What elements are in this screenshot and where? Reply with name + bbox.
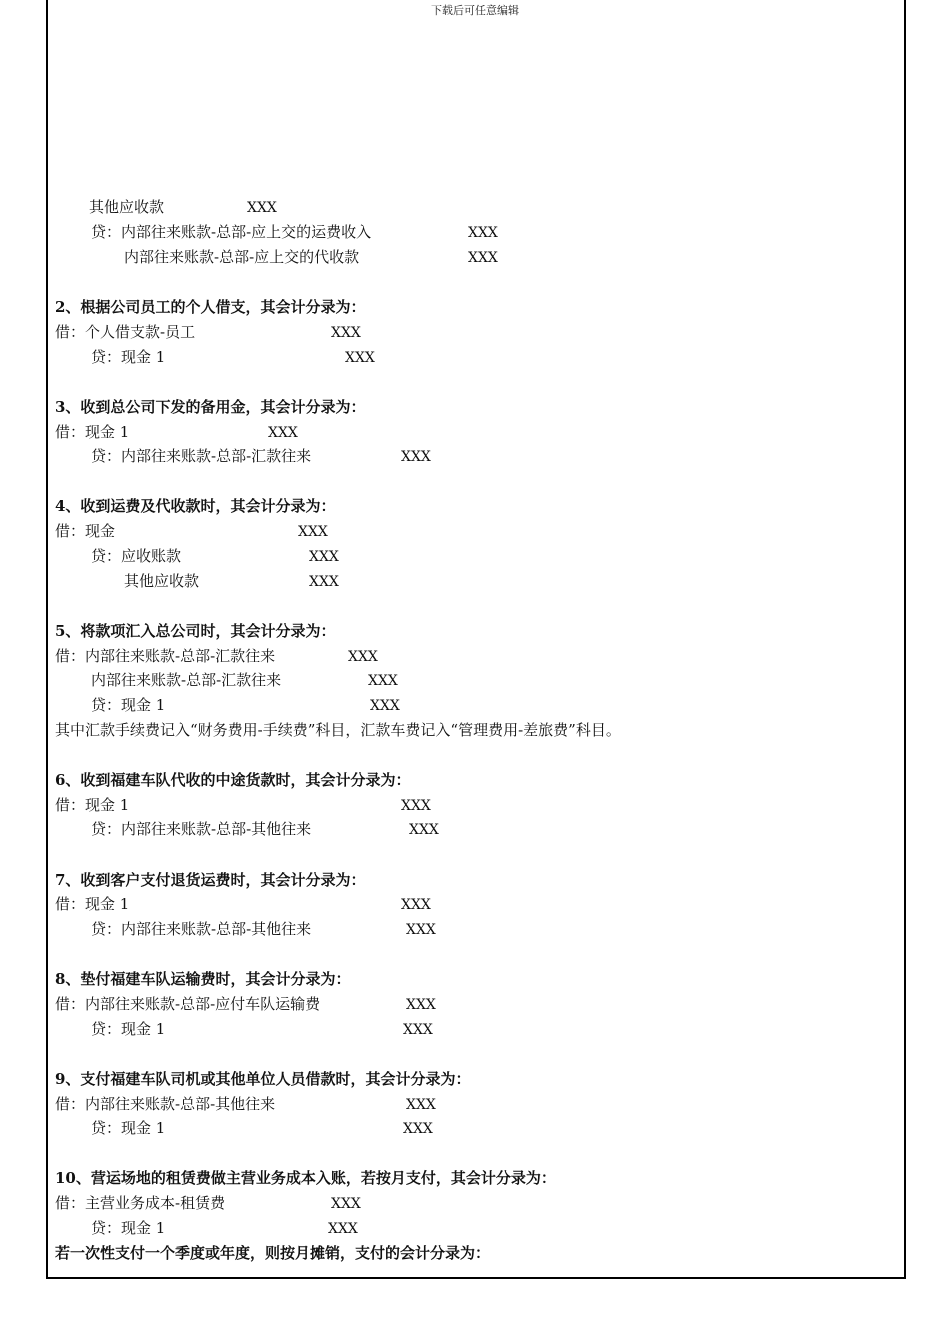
section-title: 8、垫付福建车队运输费时，其会计分录为： [55, 970, 351, 988]
entry-line: 其他应收款 [89, 198, 165, 216]
entry-amount: XXX [403, 1121, 433, 1137]
section-title: 7、收到客户支付退货运费时，其会计分录为： [55, 871, 366, 889]
entry-line: 贷：现金 1 [91, 1219, 166, 1237]
entry-line: 借：主营业务成本-租赁费 [55, 1194, 226, 1212]
entry-line: 贷：内部往来账款-总部-应上交的运费收入 [91, 223, 372, 241]
entry-line: 内部往来账款-总部-应上交的代收款 [124, 248, 360, 266]
section-title: 6、收到福建车队代收的中途货款时，其会计分录为： [55, 771, 411, 789]
entry-amount: XXX [406, 1097, 436, 1113]
entry-line: 贷：应收账款 [91, 547, 182, 565]
entry-amount: XXX [368, 673, 398, 689]
section-title: 2、根据公司员工的个人借支，其会计分录为： [55, 298, 366, 316]
entry-amount: XXX [401, 798, 431, 814]
entry-amount: XXX [401, 897, 431, 913]
entry-amount: XXX [348, 649, 378, 665]
entry-line: 借：内部往来账款-总部-汇款往来 [55, 647, 276, 665]
entry-amount: XXX [298, 524, 328, 540]
entry-line: 贷：内部往来账款-总部-其他往来 [91, 920, 312, 938]
entry-amount: XXX [309, 574, 339, 590]
entry-amount: XXX [468, 225, 498, 241]
section-title: 9、支付福建车队司机或其他单位人员借款时，其会计分录为： [55, 1070, 471, 1088]
entry-amount: XXX [268, 425, 298, 441]
entry-amount: XXX [247, 200, 277, 216]
entry-amount: XXX [331, 325, 361, 341]
entry-line: 贷：现金 1 [91, 1119, 166, 1137]
entry-amount: XXX [401, 449, 431, 465]
entry-amount: XXX [406, 997, 436, 1013]
entry-line: 其他应收款 [124, 572, 200, 590]
entry-amount: XXX [406, 922, 436, 938]
section-tail: 若一次性支付一个季度或年度，则按月摊销，支付的会计分录为： [55, 1244, 491, 1262]
entry-line: 借：现金 1 [55, 423, 130, 441]
entry-line: 贷：内部往来账款-总部-其他往来 [91, 820, 312, 838]
page-header: 下载后可任意编辑 [431, 4, 519, 17]
entry-amount: XXX [345, 350, 375, 366]
entry-line: 贷：现金 1 [91, 348, 166, 366]
entry-line: 借：内部往来账款-总部-其他往来 [55, 1095, 276, 1113]
section-title: 3、收到总公司下发的备用金，其会计分录为： [55, 398, 366, 416]
section-title: 5、将款项汇入总公司时，其会计分录为： [55, 622, 336, 640]
entry-line: 贷：现金 1 [91, 1020, 166, 1038]
entry-line: 借：现金 1 [55, 796, 130, 814]
entry-amount: XXX [370, 698, 400, 714]
entry-line: 借：现金 1 [55, 895, 130, 913]
entry-line: 内部往来账款-总部-汇款往来 [91, 671, 282, 689]
entry-amount: XXX [409, 822, 439, 838]
entry-line: 借：内部往来账款-总部-应付车队运输费 [55, 995, 321, 1013]
entry-amount: XXX [309, 549, 339, 565]
entry-line: 贷：内部往来账款-总部-汇款往来 [91, 447, 312, 465]
entry-line: 借：个人借支款-员工 [55, 323, 196, 341]
section-title: 4、收到运费及代收款时，其会计分录为： [55, 497, 336, 515]
entry-line: 贷：现金 1 [91, 696, 166, 714]
section-title: 10、营运场地的租赁费做主营业务成本入账，若按月支付，其会计分录为： [55, 1169, 556, 1187]
entry-amount: XXX [331, 1196, 361, 1212]
entry-amount: XXX [403, 1022, 433, 1038]
entry-amount: XXX [468, 250, 498, 266]
section-note: 其中汇款手续费记入“财务费用-手续费”科目，汇款车费记入“管理费用-差旅费”科目。 [55, 721, 621, 739]
entry-line: 借：现金 [55, 522, 116, 540]
entry-amount: XXX [328, 1221, 358, 1237]
